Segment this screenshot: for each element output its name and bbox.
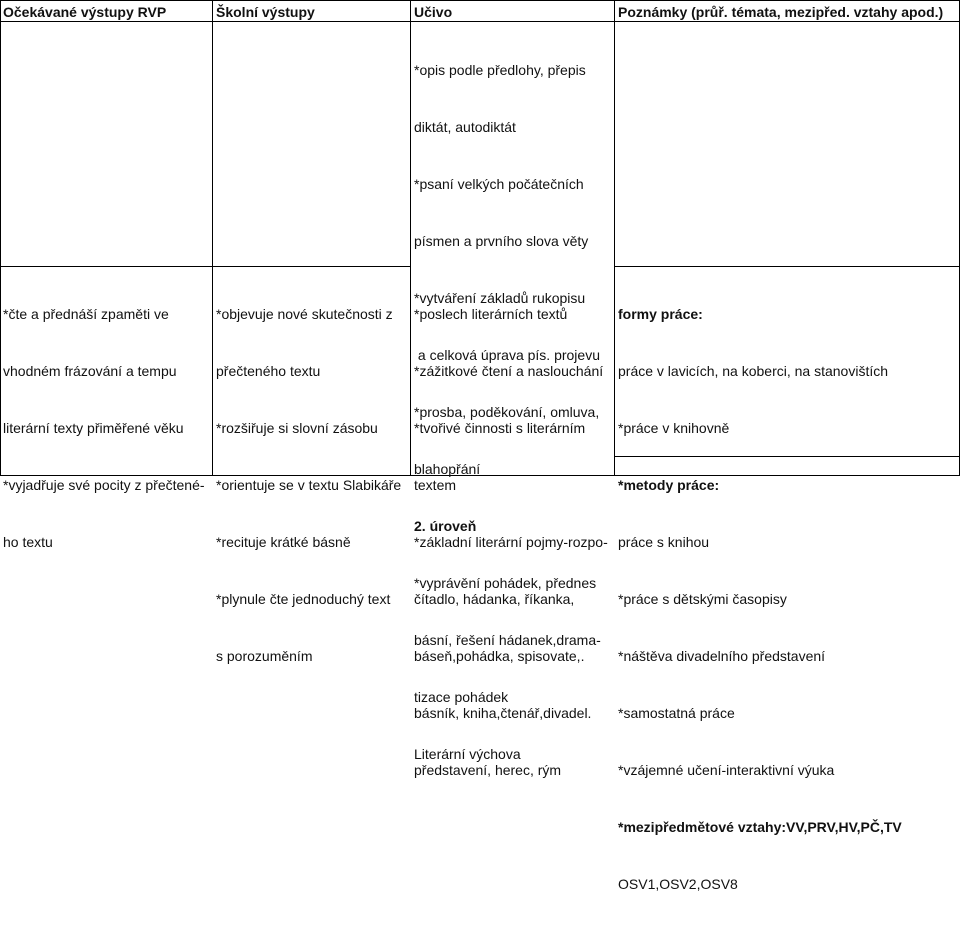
list-item: *opis podle předlohy, přepis: [414, 62, 586, 78]
header-divider: [0, 21, 960, 22]
list-item: *rozšiřuje si slovní zásobu: [216, 420, 378, 436]
list-item: a celková úprava pís. projevu: [414, 347, 600, 363]
level-heading: 2. úroveň: [414, 518, 477, 534]
list-item: *práce s dětskými časopisy: [618, 591, 787, 607]
column-header-curriculum: Učivo: [414, 4, 453, 20]
list-item: *čte a přednáší zpaměti ve: [3, 306, 169, 322]
notes-cell: [618, 267, 902, 932]
notes-heading-methods: *metody práce:: [618, 477, 720, 493]
notes-divider: [614, 456, 960, 457]
section-title: Literární výchova: [414, 746, 521, 762]
list-item: *orientuje se v textu Slabikáře: [216, 477, 402, 493]
list-item: *vytváření základů rukopisu: [414, 290, 586, 306]
list-item: básník, kniha,čtenář,divadel.: [414, 705, 592, 721]
list-item: *zážitkové čtení a naslouchání: [414, 363, 604, 379]
list-item: písmen a prvního slova věty: [414, 233, 589, 249]
column-header-school-outputs: Školní výstupy: [216, 4, 315, 20]
list-item: *samostatná práce: [618, 705, 735, 721]
list-item: *recituje krátké básně: [216, 534, 351, 550]
list-item: diktát, autodiktát: [414, 119, 516, 135]
list-item: vhodném frázování a tempu: [3, 363, 177, 379]
list-item: *objevuje nové skutečnosti z: [216, 306, 393, 322]
list-item: *základní literární pojmy-rozpo-: [414, 534, 608, 550]
list-item: *plynule čte jednoduchý text: [216, 591, 391, 607]
column-header-rvp: Očekávané výstupy RVP: [3, 4, 167, 20]
list-item: představení, herec, rým: [414, 762, 562, 778]
list-item: tizace pohádek: [414, 689, 509, 705]
list-item: práce v lavicích, na koberci, na stanovištích: [618, 363, 889, 379]
list-item: blahopřání: [414, 461, 481, 477]
list-item: *vyjadřuje své pocity z přečtené-: [3, 477, 205, 493]
notes-heading-forms: formy práce:: [618, 306, 703, 322]
list-item: *prosba, poděkování, omluva,: [414, 404, 600, 420]
list-item: OSV1,OSV2,OSV8: [618, 876, 738, 892]
curriculum-cell: [414, 267, 608, 818]
school-outputs-cell: [216, 267, 401, 704]
list-item: ho textu: [3, 534, 53, 550]
list-item: literární texty přiměřené věku: [3, 420, 184, 436]
column-divider-3: [614, 0, 615, 476]
list-item: básní, řešení hádanek,drama-: [414, 632, 601, 648]
column-divider-1: [212, 0, 213, 476]
list-item: textem: [414, 477, 457, 493]
column-divider-2: [410, 0, 411, 476]
list-item: *vyprávění pohádek, přednes: [414, 575, 597, 591]
list-item: *vzájemné učení-interaktivní výuka: [618, 762, 835, 778]
list-item: s porozuměním: [216, 648, 313, 664]
list-item: práce s knihou: [618, 534, 710, 550]
table-border-top: [0, 0, 960, 1]
list-item: přečteného textu: [216, 363, 321, 379]
list-item: báseň,pohádka, spisovate,.: [414, 648, 585, 664]
rvp-outputs-cell: [3, 267, 205, 590]
list-item: *tvořivé činnosti s literárním: [414, 420, 586, 436]
list-item: čítadlo, hádanka, říkanka,: [414, 591, 575, 607]
list-item: *náštěva divadelního představení: [618, 648, 826, 664]
list-item: *poslech literárních textů: [414, 306, 568, 322]
column-header-notes: Poznámky (průř. témata, mezipřed. vztahy apod.): [618, 4, 944, 20]
notes-heading-cross-subject: *mezipředmětové vztahy:VV,PRV,HV,PČ,TV: [618, 819, 902, 835]
list-item: *psaní velkých počátečních: [414, 176, 584, 192]
table-border-left: [0, 0, 1, 476]
list-item: *práce v knihovně: [618, 420, 730, 436]
